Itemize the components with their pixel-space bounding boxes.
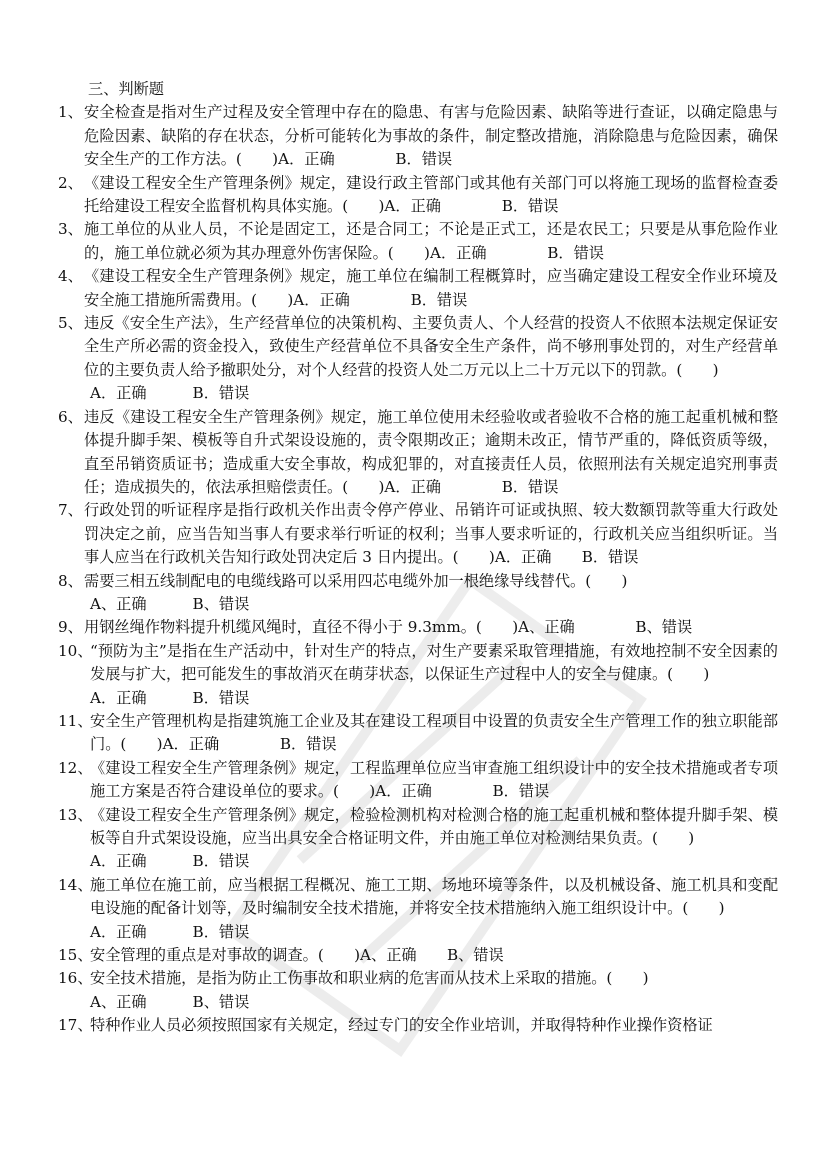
question-11 (58, 710, 778, 757)
question-text: 施工单位的从业人员，不论是固定工，还是合同工；不论是正式工，还是农民工；只要是从事危险作业的，施工单位就必须为其办理意外伤害保险。( )A．正确 B．错误 (84, 220, 778, 262)
question-text: 安全检查是指对生产过程及安全管理中存在的隐患、有害与危险因素、缺陷等进行查证，以确定隐患与危险因素、缺陷的存在状态，分析可能转化为事故的条件，制定整改措施，消除隐患与危险因素，确保安全生产的工作方法。( )A．正确 B．错误 (84, 103, 778, 169)
question-number: 11、 (58, 711, 93, 730)
question-text: 《建设工程安全生产管理条例》规定，工程监理单位应当审查施工组织设计中的安全技术措施或者专项施工方案是否符合建设单位的要求。( )A．正确 B．错误 (90, 758, 778, 801)
question-17 (58, 1014, 778, 1037)
choice-correct: A．正确 (90, 384, 147, 403)
question-number: 15、 (58, 946, 93, 965)
question-number: 12、 (58, 758, 93, 777)
question-15 (58, 944, 778, 967)
question-6 (58, 406, 778, 500)
question-number: 14、 (58, 875, 93, 894)
answer-choices (58, 593, 778, 616)
question-text: 行政处罚的听证程序是指行政机关作出责令停产停业、吊销许可证或执照、较大数额罚款等重大行政处罚决定之前，应当告知当事人有要求举行听证的权利；当事人要求听证的，行政机关应当组织听证。当事人应当在行政机关告知行政处罚决定后 3 日内提出。( )A．正确 B．错误 (84, 501, 778, 567)
question-text: 违反《建设工程安全生产管理条例》规定，施工单位使用未经验收或者验收不合格的施工起重机械和整体提升脚手架、模板等自升式架设设施的，责令限期改正；逾期未改正，情节严重的，降低资质等级，直至吊销资质证书；造成重大安全事故，构成犯罪的，对直接责任人员，依照刑法有关规定追究刑事责任；造成损失的，依法承担赔偿责任。( )A．正确 B．错误 (84, 407, 778, 496)
answer-choices (58, 991, 778, 1014)
question-text: 《建设工程安全生产管理条例》规定，检验检测机构对检测合格的施工起重机械和整体提升脚手架、模板等自升式架设设施，应当出具安全合格证明文件，并由施工单位对检测结果负责。( ) (90, 805, 778, 847)
choice-wrong: B、错误 (192, 992, 250, 1011)
question-text: 《建设工程安全生产管理条例》规定，施工单位在编制工程概算时，应当确定建设工程安全作业环境及安全施工措施所需费用。( )A．正确 B．错误 (84, 267, 778, 309)
choice-correct: A．正确 (90, 922, 147, 941)
question-2 (58, 172, 778, 219)
question-number: 6、 (58, 407, 83, 426)
question-5 (58, 312, 778, 382)
question-number: 9、 (58, 618, 83, 637)
choice-wrong: B、错误 (192, 594, 250, 613)
choice-wrong: B．错误 (192, 922, 250, 941)
question-number: 4、 (58, 267, 83, 286)
question-3 (58, 218, 778, 265)
question-13 (58, 804, 778, 851)
question-12 (58, 757, 778, 804)
question-text: 施工单位在施工前，应当根据工程概况、施工工期、场地环境等条件，以及机械设备、施工机具和变配电设施的配备计划等，及时编制安全技术措施，并将安全技术措施纳入施工组织设计中。( ) (90, 875, 778, 918)
question-number: 16、 (58, 969, 93, 988)
question-9 (58, 616, 778, 639)
choice-wrong: B．错误 (192, 852, 250, 871)
question-text: 需要三相五线制配电的电缆线路可以采用四芯电缆外加一根绝缘导线替代。( ) (84, 571, 628, 590)
choice-correct: A．正确 (90, 688, 147, 707)
question-number: 5、 (58, 314, 83, 333)
question-text: “预防为主”是指在生产活动中，针对生产的特点，对生产要素采取管理措施，有效地控制不安全因素的发展与扩大，把可能发生的事故消灭在萌芽状态，以保证生产过程中人的安全与健康。( ) (90, 641, 778, 684)
question-number: 1、 (58, 103, 83, 122)
question-text: 安全管理的重点是对事故的调查。( )A、正确 B、错误 (90, 946, 504, 965)
question-4 (58, 265, 778, 312)
question-number: 2、 (58, 173, 83, 192)
question-text: 安全生产管理机构是指建筑施工企业及其在建设工程项目中设置的负责安全生产管理工作的独立职能部门。( )A．正确 B．错误 (90, 711, 778, 754)
question-1 (58, 101, 778, 171)
question-14 (58, 874, 778, 921)
question-text: 特种作业人员必须按照国家有关规定，经过专门的安全作业培训，并取得特种作业操作资格证 (90, 1016, 713, 1035)
question-number: 8、 (58, 571, 83, 590)
choice-correct: A、正确 (90, 992, 147, 1011)
answer-choices (58, 921, 778, 944)
question-16 (58, 967, 778, 990)
choice-correct: A、正确 (90, 594, 147, 613)
question-number: 13、 (58, 805, 93, 824)
choice-wrong: B．错误 (192, 688, 250, 707)
question-text: 安全技术措施，是指为防止工伤事故和职业病的危害而从技术上采取的措施。( ) (90, 969, 649, 988)
section-title: 三、判断题 (88, 80, 164, 98)
question-text: 用钢丝绳作物料提升机缆风绳时，直径不得小于 9.3mm。( )A、正确 B、错误 (84, 618, 693, 637)
question-number: 10、 (58, 641, 93, 660)
question-list (58, 78, 778, 1038)
question-number: 17、 (58, 1016, 93, 1035)
answer-choices (58, 382, 778, 405)
answer-choices (58, 850, 778, 873)
question-number: 7、 (58, 501, 83, 520)
question-7 (58, 499, 778, 569)
question-text: 违反《安全生产法》，生产经营单位的决策机构、主要负责人、个人经营的投资人不依照本法规定保证安全生产所必需的资金投入，致使生产经营单位不具备安全生产条件，尚不够刑事处罚的，对生产经营单位的主要负责人给予撤职处分，对个人经营的投资人处二万元以上二十万元以下的罚款。( ) (84, 314, 778, 379)
question-number: 3、 (58, 220, 83, 239)
answer-choices (58, 687, 778, 710)
question-10 (58, 640, 778, 687)
question-text: 《建设工程安全生产管理条例》规定，建设行政主管部门或其他有关部门可以将施工现场的监督检查委托给建设工程安全监督机构具体实施。( )A．正确 B．错误 (84, 173, 778, 216)
choice-wrong: B．错误 (192, 384, 250, 403)
choice-correct: A．正确 (90, 852, 147, 871)
question-8 (58, 570, 778, 593)
